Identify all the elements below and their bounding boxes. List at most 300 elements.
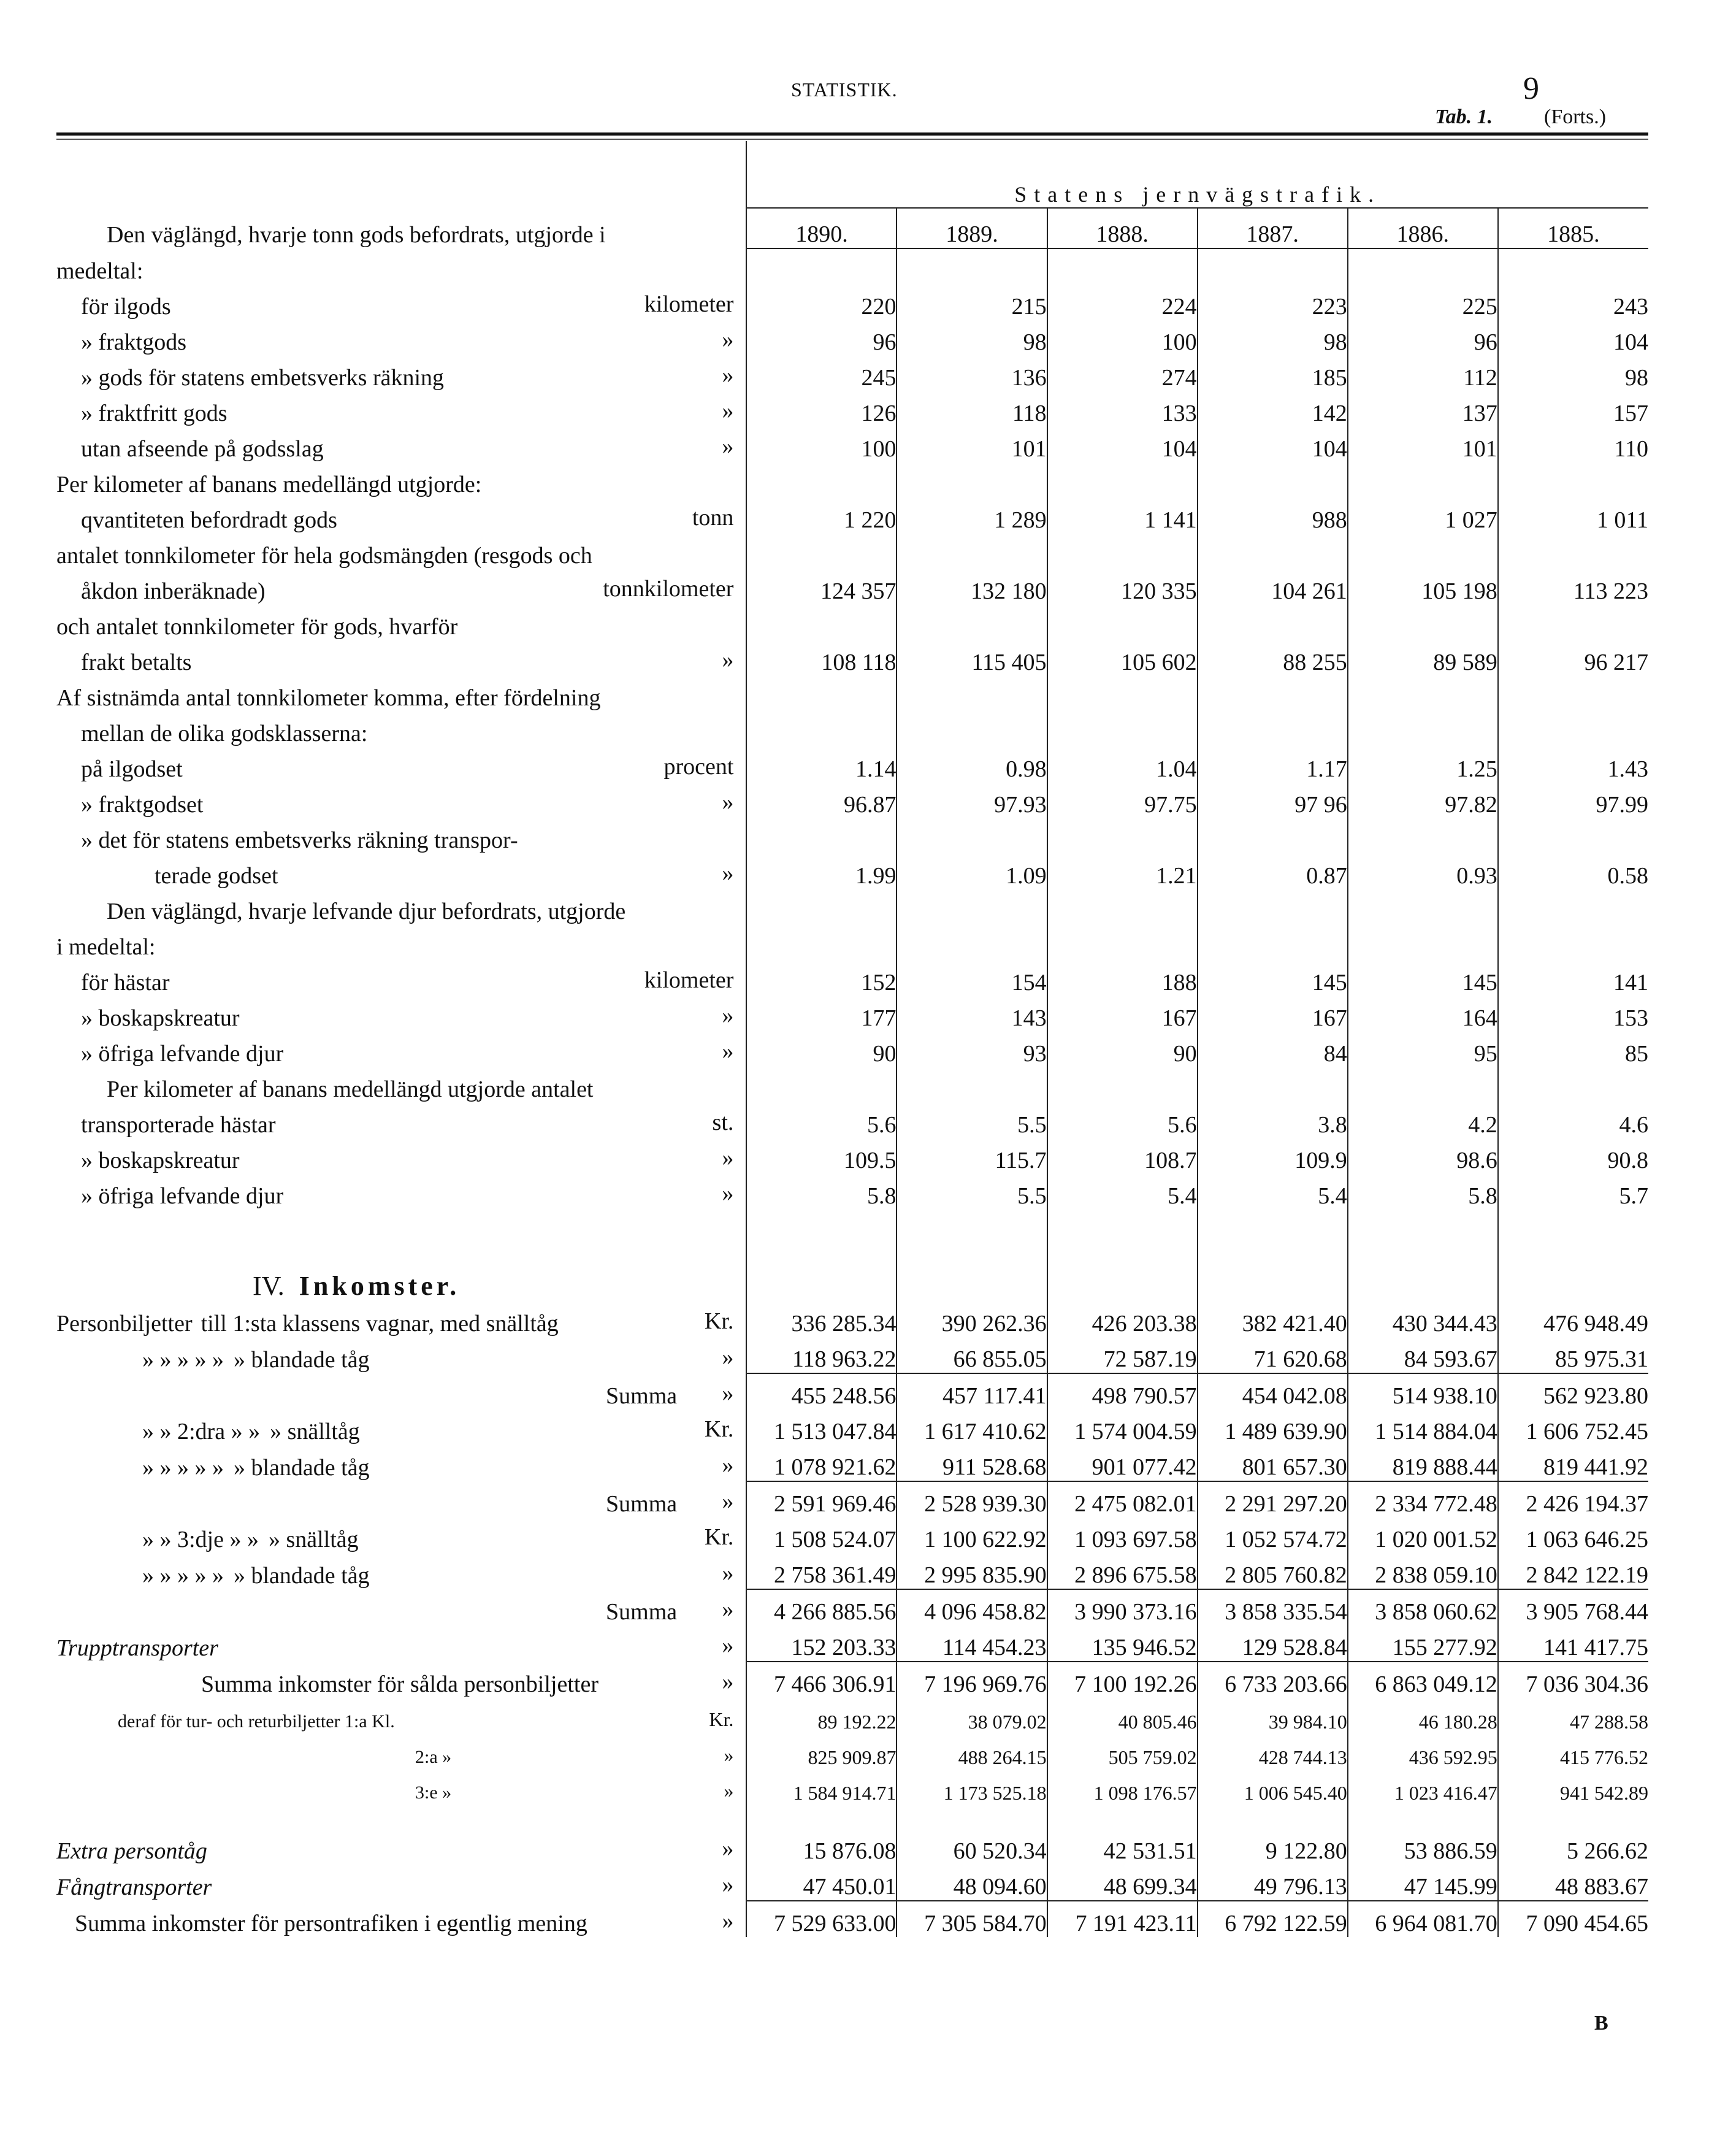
section-text: Per kilometer af banans medellängd utgjorde: xyxy=(56,472,482,497)
value-cell: 3.8 xyxy=(1198,1103,1348,1138)
row-label xyxy=(56,1103,746,1138)
value-cell: 1.09 xyxy=(897,854,1047,889)
section-label xyxy=(56,889,746,925)
spacer-cell xyxy=(56,1805,746,1829)
value-cell: 1.43 xyxy=(1498,747,1648,783)
section-text: medeltal: xyxy=(56,258,143,284)
row-unit: » xyxy=(722,789,734,815)
value-cell: 153 xyxy=(1498,996,1648,1032)
year-header-row xyxy=(56,208,1648,248)
empty-cell xyxy=(1198,605,1348,640)
value-cell: 154 xyxy=(897,961,1047,996)
value-cell: 71 620.68 xyxy=(1198,1337,1348,1373)
value-cell: 167 xyxy=(1198,996,1348,1032)
row-label xyxy=(56,1769,746,1805)
row-label-text: för hästar xyxy=(81,970,170,996)
section-label xyxy=(56,712,746,747)
value-cell: 97 96 xyxy=(1198,783,1348,818)
row-label-text: » » » » » xyxy=(142,1455,224,1481)
table-row xyxy=(56,1103,1648,1138)
row-unit: » xyxy=(722,1489,734,1514)
row-label xyxy=(56,320,746,356)
section-label xyxy=(56,818,746,854)
row-unit: » xyxy=(722,398,734,424)
value-cell: 85 xyxy=(1498,1032,1648,1067)
row-label-text: » gods för statens embetsverks räkning xyxy=(81,365,445,391)
row-label-rest: Summa xyxy=(606,1383,678,1409)
table-row xyxy=(56,1829,1648,1865)
table-row xyxy=(56,1865,1648,1901)
empty-cell xyxy=(746,889,897,925)
value-cell: 113 223 xyxy=(1498,569,1648,605)
empty-cell xyxy=(1348,462,1498,498)
value-cell: 15 876.08 xyxy=(746,1829,897,1865)
value-cell: 129 528.84 xyxy=(1198,1625,1348,1662)
row-unit: » xyxy=(722,363,734,388)
table-row xyxy=(56,320,1648,356)
section-label xyxy=(56,676,746,712)
section-text: i medeltal: xyxy=(56,934,156,960)
section-text: » det för statens embetsverks räkning transpor- xyxy=(81,827,518,853)
value-cell: 2 591 969.46 xyxy=(746,1481,897,1517)
row-label xyxy=(56,1698,746,1733)
continued-label: (Forts.) xyxy=(1544,105,1607,128)
empty-cell xyxy=(746,818,897,854)
empty-cell xyxy=(1198,1067,1348,1103)
row-unit: kilometer xyxy=(644,967,734,993)
row-unit: » xyxy=(722,327,734,353)
value-cell: 145 xyxy=(1198,961,1348,996)
value-cell: 97.82 xyxy=(1348,783,1498,818)
row-unit: » xyxy=(722,1381,734,1406)
row-label xyxy=(56,1733,746,1769)
empty-cell xyxy=(1498,889,1648,925)
row-unit: Kr. xyxy=(709,1708,734,1730)
value-cell: 132 180 xyxy=(897,569,1047,605)
value-cell: 1 011 xyxy=(1498,498,1648,534)
empty-cell xyxy=(1198,1805,1348,1829)
value-cell: 7 196 969.76 xyxy=(897,1662,1047,1698)
empty-cell xyxy=(1047,248,1198,285)
value-cell: 1 052 574.72 xyxy=(1198,1517,1348,1553)
row-label-text: deraf för tur- och returbiljetter 1:a Kl. xyxy=(118,1711,395,1732)
row-label-text: utan afseende på godsslag xyxy=(81,436,324,462)
table-row xyxy=(56,1625,1648,1662)
value-cell: 7 305 584.70 xyxy=(897,1901,1047,1937)
value-cell: 7 529 633.00 xyxy=(746,1901,897,1937)
value-cell: 1 141 xyxy=(1047,498,1198,534)
value-cell: 90 xyxy=(746,1032,897,1067)
row-unit: » xyxy=(722,1633,734,1659)
table-row xyxy=(56,1032,1648,1067)
value-cell: 120 335 xyxy=(1047,569,1198,605)
value-cell: 2 475 082.01 xyxy=(1047,1481,1198,1517)
row-unit: tonnkilometer xyxy=(603,576,734,602)
value-cell: 5.6 xyxy=(1047,1103,1198,1138)
value-cell: 100 xyxy=(1047,320,1198,356)
row-label xyxy=(56,1553,746,1589)
row-label-text: åkdon inberäknade) xyxy=(81,578,266,604)
row-unit: » xyxy=(722,1908,734,1934)
row-label-text: » fraktgods xyxy=(81,329,187,355)
empty-cell xyxy=(897,1067,1047,1103)
empty-cell xyxy=(1348,605,1498,640)
row-label-text: terade godset xyxy=(155,863,278,889)
value-cell: 98 xyxy=(1198,320,1348,356)
value-cell: 5.5 xyxy=(897,1103,1047,1138)
value-cell: 6 733 203.66 xyxy=(1198,1662,1348,1698)
row-label-text: Fångtransporter xyxy=(56,1874,212,1900)
value-cell: 167 xyxy=(1047,996,1198,1032)
row-label-text: » » 2:dra » » xyxy=(142,1419,261,1444)
value-cell: 48 699.34 xyxy=(1047,1865,1198,1901)
row-label-rest: » snälltåg xyxy=(268,1527,359,1552)
section-roman: IV. xyxy=(253,1271,285,1301)
empty-cell xyxy=(1348,925,1498,961)
row-label xyxy=(56,1302,746,1337)
empty-cell xyxy=(1498,1210,1648,1302)
spacer-row xyxy=(56,1805,1648,1829)
row-label xyxy=(56,783,746,818)
value-cell: 98 xyxy=(897,320,1047,356)
value-cell: 1 514 884.04 xyxy=(1348,1410,1498,1445)
value-cell: 177 xyxy=(746,996,897,1032)
table-row xyxy=(56,1138,1648,1174)
value-cell: 562 923.80 xyxy=(1498,1373,1648,1410)
empty-cell xyxy=(897,925,1047,961)
value-cell: 1 093 697.58 xyxy=(1047,1517,1198,1553)
row-label-rest: Summa xyxy=(606,1599,678,1625)
value-cell: 514 938.10 xyxy=(1348,1373,1498,1410)
signature-mark: B xyxy=(1594,2012,1608,2035)
value-cell: 1 574 004.59 xyxy=(1047,1410,1198,1445)
value-cell: 1 617 410.62 xyxy=(897,1410,1047,1445)
empty-cell xyxy=(746,248,897,285)
empty-cell xyxy=(1348,248,1498,285)
value-cell: 112 xyxy=(1348,356,1498,391)
value-cell: 93 xyxy=(897,1032,1047,1067)
value-cell: 5 266.62 xyxy=(1498,1829,1648,1865)
value-cell: 188 xyxy=(1047,961,1198,996)
empty-cell xyxy=(746,1210,897,1302)
empty-cell xyxy=(1498,712,1648,747)
value-cell: 66 855.05 xyxy=(897,1337,1047,1373)
value-cell: 819 441.92 xyxy=(1498,1445,1648,1481)
empty-cell xyxy=(1047,818,1198,854)
year-header: 1889. xyxy=(897,208,1047,248)
value-cell: 108 118 xyxy=(746,640,897,676)
row-unit: st. xyxy=(712,1110,734,1135)
empty-cell xyxy=(1348,534,1498,569)
value-cell: 436 592.95 xyxy=(1348,1733,1498,1769)
value-cell: 133 xyxy=(1047,391,1198,427)
row-label-text: Extra persontåg xyxy=(56,1838,207,1864)
value-cell: 0.87 xyxy=(1198,854,1348,889)
empty-cell xyxy=(1498,605,1648,640)
empty-cell xyxy=(1498,676,1648,712)
value-cell: 104 xyxy=(1047,427,1198,462)
value-cell: 137 xyxy=(1348,391,1498,427)
table-row xyxy=(56,1517,1648,1553)
row-label xyxy=(56,854,746,889)
header-rule-thin xyxy=(56,139,1648,140)
row-label-rest: » blandade tåg xyxy=(234,1563,370,1589)
table-row xyxy=(56,427,1648,462)
row-label-text: » fraktfritt gods xyxy=(81,401,227,426)
year-header: 1885. xyxy=(1498,208,1648,248)
table-row xyxy=(56,961,1648,996)
section-row xyxy=(56,534,1648,569)
table-row xyxy=(56,1302,1648,1337)
value-cell: 96 217 xyxy=(1498,640,1648,676)
value-cell: 382 421.40 xyxy=(1198,1302,1348,1337)
value-cell: 90 xyxy=(1047,1032,1198,1067)
empty-cell xyxy=(1047,534,1198,569)
table-row xyxy=(56,1553,1648,1589)
value-cell: 1 063 646.25 xyxy=(1498,1517,1648,1553)
value-cell: 84 593.67 xyxy=(1348,1337,1498,1373)
value-cell: 49 796.13 xyxy=(1198,1865,1348,1901)
value-cell: 104 xyxy=(1198,427,1348,462)
row-unit: Kr. xyxy=(704,1416,734,1442)
row-unit: » xyxy=(722,434,734,459)
statistics-table xyxy=(56,141,1648,1937)
empty-cell xyxy=(1047,1210,1198,1302)
empty-cell xyxy=(1198,248,1348,285)
row-label xyxy=(56,1138,746,1174)
row-label xyxy=(56,1589,746,1625)
value-cell: 3 905 768.44 xyxy=(1498,1589,1648,1625)
empty-cell xyxy=(1198,712,1348,747)
row-label xyxy=(56,640,746,676)
value-cell: 118 xyxy=(897,391,1047,427)
value-cell: 60 520.34 xyxy=(897,1829,1047,1865)
table-row xyxy=(56,356,1648,391)
section-row xyxy=(56,1067,1648,1103)
value-cell: 115 405 xyxy=(897,640,1047,676)
value-cell: 243 xyxy=(1498,285,1648,320)
row-label-text: qvantiteten befordradt gods xyxy=(81,507,337,533)
row-label xyxy=(56,1625,746,1662)
row-unit: » xyxy=(722,1836,734,1862)
row-label-text: » öfriga lefvande djur xyxy=(81,1041,284,1067)
value-cell: 152 xyxy=(746,961,897,996)
table-row xyxy=(56,640,1648,676)
value-cell: 476 948.49 xyxy=(1498,1302,1648,1337)
empty-cell xyxy=(1047,889,1198,925)
section-row xyxy=(56,889,1648,925)
empty-cell xyxy=(1047,1805,1198,1829)
empty-cell xyxy=(746,605,897,640)
value-cell: 901 077.42 xyxy=(1047,1445,1198,1481)
row-unit: Kr. xyxy=(704,1308,734,1334)
row-label-text: transporterade hästar xyxy=(81,1112,276,1138)
table-row xyxy=(56,747,1648,783)
row-label-text: » » » » » xyxy=(142,1347,224,1373)
empty-cell xyxy=(1498,1067,1648,1103)
value-cell: 1.17 xyxy=(1198,747,1348,783)
section-row xyxy=(56,605,1648,640)
row-label-text: » öfriga lefvande djur xyxy=(81,1183,284,1209)
section-label xyxy=(56,534,746,569)
section-row xyxy=(56,676,1648,712)
value-cell: 498 790.57 xyxy=(1047,1373,1198,1410)
value-cell: 390 262.36 xyxy=(897,1302,1047,1337)
value-cell: 225 xyxy=(1348,285,1498,320)
empty-cell xyxy=(1047,605,1198,640)
row-unit: » xyxy=(722,1345,734,1370)
value-cell: 505 759.02 xyxy=(1047,1733,1198,1769)
empty-cell xyxy=(1198,818,1348,854)
value-cell: 2 896 675.58 xyxy=(1047,1553,1198,1589)
value-cell: 6 792 122.59 xyxy=(1198,1901,1348,1937)
value-cell: 109.5 xyxy=(746,1138,897,1174)
value-cell: 47 288.58 xyxy=(1498,1698,1648,1733)
empty-cell xyxy=(1198,1210,1348,1302)
value-cell: 215 xyxy=(897,285,1047,320)
empty-cell xyxy=(897,676,1047,712)
value-cell: 39 984.10 xyxy=(1198,1698,1348,1733)
value-cell: 430 344.43 xyxy=(1348,1302,1498,1337)
section-row xyxy=(56,462,1648,498)
value-cell: 48 883.67 xyxy=(1498,1865,1648,1901)
table-row xyxy=(56,1445,1648,1481)
value-cell: 157 xyxy=(1498,391,1648,427)
row-label xyxy=(56,1373,746,1410)
empty-cell xyxy=(746,712,897,747)
value-cell: 0.58 xyxy=(1498,854,1648,889)
section-title: Inkomster. xyxy=(299,1271,461,1301)
value-cell: 101 xyxy=(897,427,1047,462)
table-row xyxy=(56,1698,1648,1733)
row-unit: » xyxy=(722,647,734,673)
value-cell: 97.75 xyxy=(1047,783,1198,818)
row-label xyxy=(56,569,746,605)
empty-cell xyxy=(897,534,1047,569)
table-row xyxy=(56,391,1648,427)
value-cell: 5.6 xyxy=(746,1103,897,1138)
value-cell: 1 584 914.71 xyxy=(746,1769,897,1805)
row-label xyxy=(56,1337,746,1373)
empty-cell xyxy=(1047,1067,1198,1103)
value-cell: 89 589 xyxy=(1348,640,1498,676)
section-row xyxy=(56,712,1648,747)
value-cell: 105 198 xyxy=(1348,569,1498,605)
value-cell: 428 744.13 xyxy=(1198,1733,1348,1769)
row-label-rest: » blandade tåg xyxy=(234,1347,370,1373)
value-cell: 1.25 xyxy=(1348,747,1498,783)
table-row xyxy=(56,1662,1648,1698)
row-label-text: » boskapskreatur xyxy=(81,1005,240,1031)
value-cell: 42 531.51 xyxy=(1047,1829,1198,1865)
year-header: 1886. xyxy=(1348,208,1498,248)
group-header: Statens jernvägstrafik. xyxy=(746,141,1648,208)
value-cell: 1 023 416.47 xyxy=(1348,1769,1498,1805)
value-cell: 141 417.75 xyxy=(1498,1625,1648,1662)
section-text: och antalet tonnkilometer för gods, hvarför xyxy=(56,614,458,640)
empty-cell xyxy=(1348,1067,1498,1103)
value-cell: 100 xyxy=(746,427,897,462)
empty-cell xyxy=(1047,676,1198,712)
row-unit: » xyxy=(722,861,734,886)
empty-cell xyxy=(746,1805,897,1829)
empty-cell xyxy=(897,605,1047,640)
value-cell: 4.2 xyxy=(1348,1103,1498,1138)
empty-cell xyxy=(746,925,897,961)
section-text: Den väglängd, hvarje lefvande djur befordrats, utgjorde xyxy=(107,899,626,924)
value-cell: 104 261 xyxy=(1198,569,1348,605)
value-cell: 141 xyxy=(1498,961,1648,996)
row-label xyxy=(56,1901,746,1937)
empty-cell xyxy=(746,1067,897,1103)
empty-cell xyxy=(897,462,1047,498)
row-label-rest: till 1:sta klassens vagnar, med snälltåg xyxy=(201,1311,559,1337)
value-cell: 97.93 xyxy=(897,783,1047,818)
value-cell: 89 192.22 xyxy=(746,1698,897,1733)
table-row xyxy=(56,1901,1648,1937)
value-cell: 108.7 xyxy=(1047,1138,1198,1174)
value-cell: 4 096 458.82 xyxy=(897,1589,1047,1625)
section-label xyxy=(56,925,746,961)
value-cell: 96 xyxy=(1348,320,1498,356)
table-row xyxy=(56,1589,1648,1625)
row-label-text: » boskapskreatur xyxy=(81,1148,240,1173)
value-cell: 1 513 047.84 xyxy=(746,1410,897,1445)
row-unit: tonn xyxy=(692,505,734,531)
row-unit: » xyxy=(722,1181,734,1207)
empty-cell xyxy=(1198,925,1348,961)
value-cell: 1 173 525.18 xyxy=(897,1769,1047,1805)
table-row xyxy=(56,1337,1648,1373)
value-cell: 114 454.23 xyxy=(897,1625,1047,1662)
value-cell: 38 079.02 xyxy=(897,1698,1047,1733)
value-cell: 145 xyxy=(1348,961,1498,996)
value-cell: 2 758 361.49 xyxy=(746,1553,897,1589)
value-cell: 3 990 373.16 xyxy=(1047,1589,1198,1625)
value-cell: 48 094.60 xyxy=(897,1865,1047,1901)
section-text: Per kilometer af banans medellängd utgjorde antalet xyxy=(107,1076,594,1102)
value-cell: 152 203.33 xyxy=(746,1625,897,1662)
value-cell: 1 508 524.07 xyxy=(746,1517,897,1553)
income-section-title xyxy=(56,1210,746,1302)
row-label-text: Personbiljetter xyxy=(56,1311,193,1337)
value-cell: 988 xyxy=(1198,498,1348,534)
row-label-text: frakt betalts xyxy=(81,650,192,675)
table-row xyxy=(56,1481,1648,1517)
value-cell: 3 858 335.54 xyxy=(1198,1589,1348,1625)
row-label-text: på ilgodset xyxy=(81,756,183,782)
section-row xyxy=(56,925,1648,961)
value-cell: 185 xyxy=(1198,356,1348,391)
value-cell: 801 657.30 xyxy=(1198,1445,1348,1481)
value-cell: 6 863 049.12 xyxy=(1348,1662,1498,1698)
empty-cell xyxy=(897,889,1047,925)
value-cell: 96.87 xyxy=(746,783,897,818)
value-cell: 1 489 639.90 xyxy=(1198,1410,1348,1445)
value-cell: 2 842 122.19 xyxy=(1498,1553,1648,1589)
row-unit: procent xyxy=(663,754,734,780)
row-unit: » xyxy=(722,1038,734,1064)
empty-cell xyxy=(1348,1210,1498,1302)
row-label xyxy=(56,1174,746,1210)
empty-cell xyxy=(746,534,897,569)
empty-cell xyxy=(1198,534,1348,569)
row-unit: » xyxy=(722,1669,734,1695)
table-row xyxy=(56,854,1648,889)
empty-cell xyxy=(897,1210,1047,1302)
table-row xyxy=(56,1373,1648,1410)
value-cell: 1 098 176.57 xyxy=(1047,1769,1198,1805)
